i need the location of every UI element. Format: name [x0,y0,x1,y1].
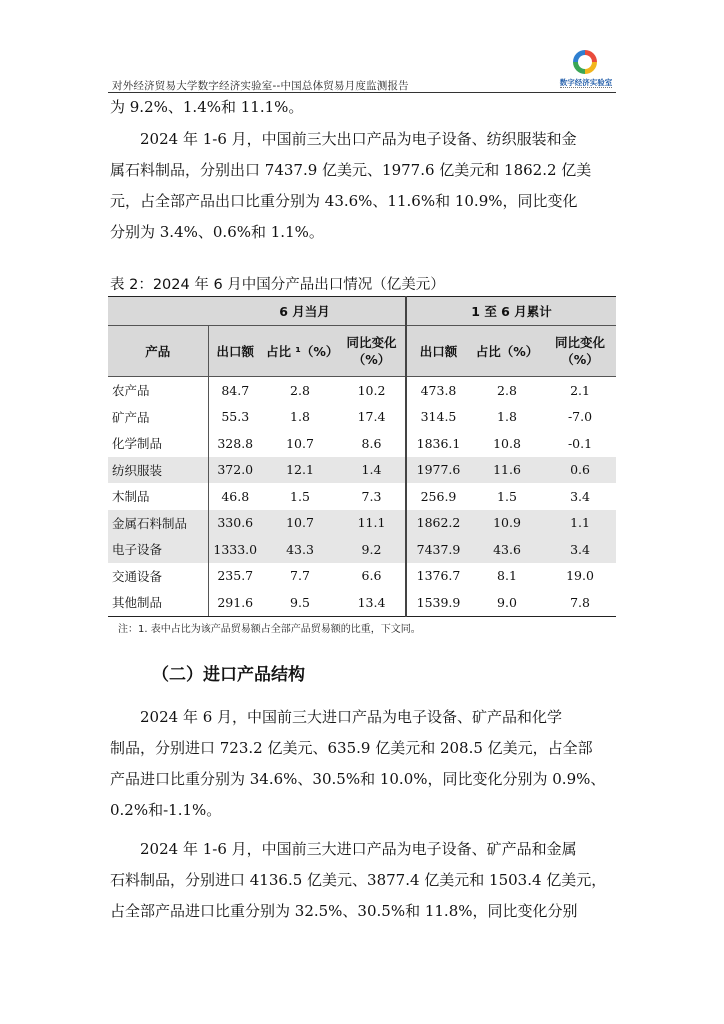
table-group-header [108,297,616,326]
table-cell-c-export: 1862.2 [406,510,470,537]
table-cell-product: 化学制品 [108,430,208,457]
logo-text: 数字经济实验室 [559,78,613,87]
table-cell-c-export: 1376.7 [416,568,461,584]
table-cell-product: 木制品 [108,483,208,510]
table-cell-m-export: 330.6 [208,510,262,537]
table-cell-m-export: 55.3 [221,409,250,425]
table-cell-c-export: 256.9 [420,488,457,504]
table-row [108,536,616,563]
table-row [108,457,616,484]
table-cell-c-yoy: 0.6 [544,457,616,484]
table-column-header [108,326,616,377]
col-cum-export: 出口额 [406,326,470,377]
table-cell-m-share: 2.8 [290,382,310,398]
table-cell-m-share: 10.7 [262,510,338,537]
table-cell-m-share: 1.8 [290,409,310,425]
table-cell-m-export: 1333.0 [208,536,262,563]
table-cell-c-yoy: 7.8 [544,589,616,616]
table-cell-c-share: 2.8 [497,382,517,398]
group-month: 6 月当月 [108,297,406,326]
table-cell-m-yoy: 9.2 [338,536,406,563]
table-cell-product: 电子设备 [108,536,208,563]
table-cell-c-export: 1977.6 [406,457,470,484]
lab-logo [556,50,616,92]
table-cell-c-export: 7437.9 [406,536,470,563]
logo-emblem-icon [573,50,597,74]
table-cell-c-yoy: -7.0 [567,409,593,425]
col-month-share: 占比 ¹（%） [262,326,338,377]
table-cell-m-export: 372.0 [208,457,262,484]
table-cell-m-share: 12.1 [262,457,338,484]
import-h1-paragraph: 2024 年 1-6 月，中国前三大进口产品为电子设备、矿产品和金属 石料制品，分别进口 4136.5 亿美元、3877.4 亿美元和 1503.4 亿美元， 占全部产品进口比重分别为 32.5%、30.5%和 11.8%，同比变化分别 [110,840,607,920]
export-by-product-table [108,296,616,617]
import-june-paragraph: 2024 年 6 月，中国前三大进口产品为电子设备、矿产品和化学 制品，分别进口 723.2 亿美元、635.9 亿美元和 208.5 亿美元，占全部 产品进口比重分别为 34.6%、30.5%和 10.0%，同比变化分别为 0.9%、 0.2%和-1.1%。 [110,708,606,819]
table-cell-c-yoy: 19.0 [566,568,594,584]
table-cell-c-share: 10.9 [470,510,544,537]
table-cell-c-export: 1836.1 [416,435,461,451]
table-cell-c-share: 10.8 [493,435,521,451]
table-cell-m-share: 43.3 [262,536,338,563]
table-row [108,404,616,431]
table-cell-product: 矿产品 [108,404,208,431]
col-product: 产品 [108,326,208,377]
table-cell-m-export: 84.7 [221,382,250,398]
table-row [108,483,616,510]
table-cell-m-share: 1.5 [290,488,310,504]
table-row [108,430,616,457]
table-cell-c-export: 473.8 [420,382,457,398]
table-cell-c-yoy: 2.1 [570,382,590,398]
table-cell-product: 金属石料制品 [108,510,208,537]
table-row [108,589,616,616]
group-cumulative: 1 至 6 月累计 [406,297,616,326]
table-row [108,510,616,537]
table-cell-m-yoy: 1.4 [338,457,406,484]
col-cum-share: 占比（%） [470,326,544,377]
table-cell-m-export: 328.8 [217,435,254,451]
col-month-yoy: 同比变化 （%） [338,326,406,377]
table-cell-c-yoy: 3.4 [570,488,590,504]
table-cell-product: 纺织服装 [108,457,208,484]
table-cell-product: 交通设备 [108,563,208,590]
table-cell-m-yoy: 7.3 [338,483,406,510]
table-cell-m-yoy: 8.6 [338,430,406,457]
table-cell-c-export: 314.5 [420,409,457,425]
table-cell-m-export: 291.6 [208,589,262,616]
report-header-title: 对外经济贸易大学数字经济实验室--中国总体贸易月度监测报告 [112,80,409,92]
table-cell-product: 其他制品 [108,589,208,616]
table-cell-c-share: 8.1 [497,568,517,584]
section-title: （二）进口产品结构 [152,665,305,685]
table-cell-c-yoy: -0.1 [567,435,593,451]
table-cell-m-yoy: 11.1 [338,510,406,537]
table-cell-product: 农产品 [108,377,208,404]
table-cell-c-share: 11.6 [470,457,544,484]
table-cell-c-yoy: 1.1 [544,510,616,537]
table-cell-c-yoy: 3.4 [544,536,616,563]
intro-line: 为 9.2%、1.4%和 11.1%。 [110,98,304,116]
table-cell-m-yoy: 17.4 [338,404,406,431]
table-cell-m-share: 9.5 [262,589,338,616]
table-note: 注：1. 表中占比为该产品贸易额占全部产品贸易额的比重，下文同。 [118,624,421,635]
table-cell-m-export: 46.8 [221,488,250,504]
table-cell-m-yoy: 10.2 [338,377,406,404]
table-cell-m-yoy: 6.6 [338,563,406,590]
table-cell-c-share: 43.6 [470,536,544,563]
table-row [108,563,616,590]
table-caption: 表 2：2024 年 6 月中国分产品出口情况（亿美元） [110,277,445,293]
table-cell-c-share: 1.5 [497,488,517,504]
table-cell-c-share: 9.0 [470,589,544,616]
export-paragraph: 2024 年 1-6 月，中国前三大出口产品为电子设备、纺织服装和金 属石料制品，分别出口 7437.9 亿美元、1977.6 亿美元和 1862.2 亿美 元，占全部产品出口比重分别为 43.6%、11.6%和 10.9%，同比变化 分别为 3.4%、0.6%和 1.1%。 [110,130,592,241]
table-cell-c-export: 1539.9 [406,589,470,616]
table-cell-m-share: 7.7 [290,568,310,584]
table-cell-m-export: 235.7 [217,568,254,584]
col-cum-yoy: 同比变化 （%） [544,326,616,377]
table-row [108,377,616,404]
table-cell-m-yoy: 13.4 [338,589,406,616]
col-month-export: 出口额 [208,326,262,377]
table-cell-c-share: 1.8 [497,409,517,425]
table-cell-m-share: 10.7 [286,435,314,451]
